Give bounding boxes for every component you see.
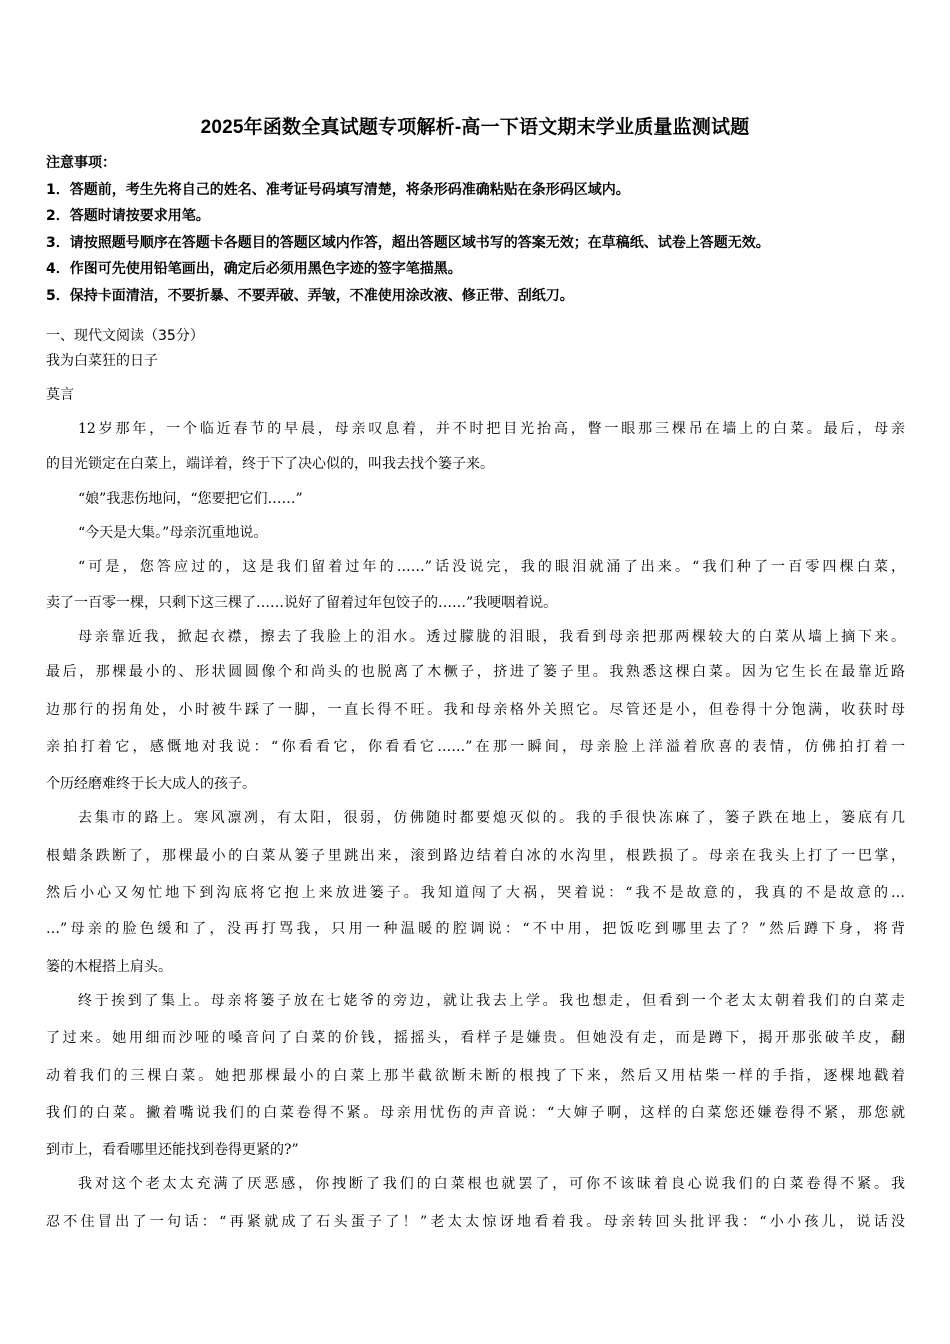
article-line: 个历经磨难终于长大成人的孩子。	[46, 776, 256, 792]
notice-heading: 注意事项：	[46, 155, 116, 171]
article-line: “可是，您答应过的，这是我们留着过年的……”话没说完，我的眼泪就涌了出来。“我们种了一百零四棵白菜，	[78, 559, 905, 575]
article-line: 根蜡条跌断了，那棵最小的白菜从篓子里跳出来，滚到路边结着白冰的水沟里，根跌损了。母亲在我头上打了一巴掌，	[46, 848, 905, 864]
article-line: 忍不住冒出了一句话：“再紧就成了石头蛋子了！”老太太惊讶地看着我。母亲转回头批评我：“小小孩儿，说话没	[46, 1214, 905, 1230]
article-line: 动着我们的三棵白菜。她把那棵最小的白菜上那半截欲断未断的根拽了下来，然后又用枯柴一样的手指，逐棵地戳着	[46, 1068, 905, 1084]
notice-item: 3．请按照题号顺序在答题卡各题目的答题区域内作答，超出答题区域书写的答案无效；在草稿纸、试卷上答题无效。	[46, 234, 770, 251]
section-heading: 一、现代文阅读（35分）	[46, 328, 204, 344]
article-line: 了过来。她用细而沙哑的嗓音问了白菜的价钱，摇摇头，看样子是嫌贵。但她没有走，而是蹲下，揭开那张破羊皮，翻	[46, 1030, 905, 1046]
article-line: 母亲靠近我，掀起衣襟，擦去了我脸上的泪水。透过朦胧的泪眼，我看到母亲把那两棵较大的白菜从墙上摘下来。	[78, 629, 905, 645]
article-line: 我们的白菜。撇着嘴说我们的白菜卷得不紧。母亲用忧伤的声音说：“大婶子啊，这样的白菜您还嫌卷得不紧，那您就	[46, 1105, 905, 1121]
article-line: 然后小心又匆忙地下到沟底将它抱上来放进篓子。我知道闯了大祸，哭着说：“我不是故意的，我真的不是故意的…	[46, 885, 905, 901]
article-line: 我对这个老太太充满了厌恶感，你拽断了我们的白菜根也就罢了，可你不该昧着良心说我们的白菜卷得不紧。我	[78, 1176, 905, 1192]
article-line: …”母亲的脸色缓和了，没再打骂我，只用一种温暖的腔调说：“不中用，把饭吃到哪里去了？”然后蹲下身，将背	[46, 921, 905, 937]
article-line: “娘”我悲伤地问，“您要把它们……”	[78, 491, 303, 507]
article-line: 最后，那棵最小的、形状圆圆像个和尚头的也脱离了木橛子，挤进了篓子里。我熟悉这棵白菜。因为它生长在最靠近路	[46, 664, 905, 680]
article-line: 的目光锁定在白菜上，端详着，终于下了决心似的，叫我去找个篓子来。	[46, 456, 494, 472]
article-author: 莫言	[46, 387, 74, 403]
article-line: 去集市的路上。寒风凛冽，有太阳，很弱，仿佛随时都要熄灭似的。我的手很快冻麻了，篓子跌在地上，篓底有几	[78, 810, 905, 826]
article-title: 我为白菜狂的日子	[46, 353, 158, 369]
notice-item: 1．答题前，考生先将自己的姓名、准考证号码填写清楚，将条形码准确粘贴在条形码区域内。	[46, 181, 630, 198]
article-line: 12岁那年，一个临近春节的早晨，母亲叹息着，并不时把目光抬高，瞥一眼那三棵吊在墙上的白菜。最后，母亲	[78, 421, 905, 437]
notice-item: 2．答题时请按要求用笔。	[46, 208, 210, 224]
article-line: 终于挨到了集上。母亲将篓子放在七姥爷的旁边，就让我去上学。我也想走，但看到一个老太太朝着我们的白菜走	[78, 993, 905, 1009]
page-title: 2025年函数全真试题专项解析-高一下语文期末学业质量监测试题	[200, 117, 750, 138]
article-line: 卖了一百零一棵，只剩下这三棵了……说好了留着过年包饺子的……”我哽咽着说。	[46, 595, 558, 611]
article-line: 到市上，看看哪里还能找到卷得更紧的?”	[46, 1142, 299, 1158]
article-line: 篓的木棍搭上肩头。	[46, 959, 172, 975]
article-line: 边那行的拐角处，小时被牛踩了一脚，一直长得不旺。我和母亲格外关照它。尽管还是小，但卷得十分饱满，收获时母	[46, 702, 905, 718]
article-line: “今天是大集。”母亲沉重地说。	[78, 525, 268, 541]
notice-block	[46, 150, 916, 309]
notice-item: 5．保持卡面清洁，不要折暴、不要弄破、弄皱，不准使用涂改液、修正带、刮纸刀。	[46, 287, 574, 304]
notice-item: 4．作图可先使用铅笔画出，确定后必须用黑色字迹的签字笔描黑。	[46, 261, 462, 277]
article-line: 亲拍打着它，感慨地对我说：“你看看它，你看看它……”在那一瞬间，母亲脸上洋溢着欣喜的表情，仿佛拍打着一	[46, 739, 905, 755]
